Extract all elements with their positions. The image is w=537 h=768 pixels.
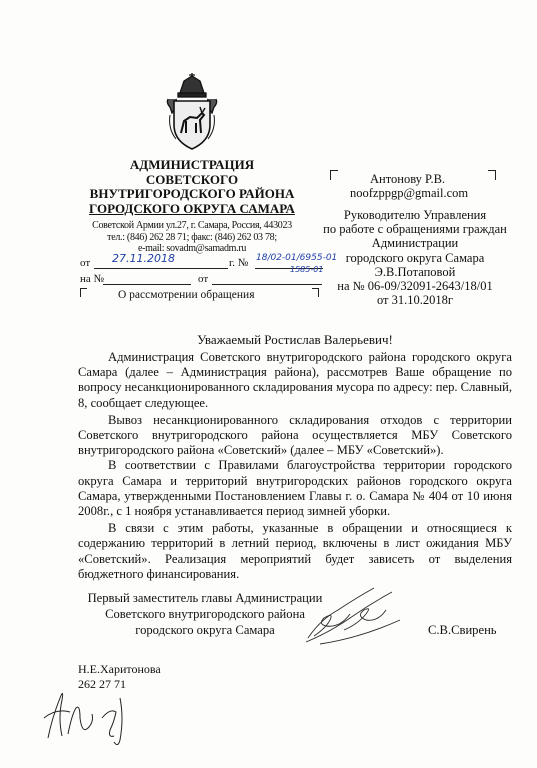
reg-number-label: г. № [229, 257, 249, 269]
reg-date: 27.11.2018 [112, 252, 175, 265]
salutation: Уважаемый Ростислав Валерьевич! [197, 332, 393, 347]
copy-recipient-line: городского округа Самара [345, 250, 485, 265]
org-name-line: ВНУТРИГОРОДСКОГО РАЙОНА [89, 186, 295, 201]
addressee-name: Антонову Р.В. [370, 172, 446, 186]
org-address-line: Советской Армии ул.27, г. Самара, Россия, 443023 [92, 220, 292, 231]
org-name-line: ГОРОДСКОГО ОКРУГА САМАРА [89, 200, 295, 216]
copy-recipient-line: от 31.10.2018г [376, 293, 454, 308]
copy-recipient-block [298, 208, 532, 307]
subject-corner-left [80, 288, 87, 297]
copy-recipient-line: Руководителю Управления [343, 208, 487, 222]
copy-recipient-line: по работе с обращениями граждан [323, 222, 507, 237]
handwritten-signature [300, 580, 410, 650]
signatory-name: С.В.Свирень [428, 623, 497, 637]
org-phone-line: тел.: (846) 262 28 71; факс: (846) 262 03 78; [107, 231, 277, 243]
signatory-position-line: Первый заместитель главы Администрации [87, 591, 323, 605]
copy-recipient-line: Э.В.Потаповой [374, 264, 456, 279]
body-paragraph: Администрация Советского внутригородского района городского округа Самара (далее – Администрация района), рассмотрев Ваше обращение по вопросу несанкционированного складирования мусора по адресу: пер. Славный, 8, сообщает следующее. [78, 350, 512, 410]
addressee-email: noofzppgp@gmail.com [350, 186, 469, 200]
org-name-line: АДМИНИСТРАЦИЯ [129, 157, 255, 172]
signatory-position-line: городского округа Самара [135, 623, 275, 637]
reg-number-sub: 1585-01 [290, 265, 324, 274]
executor-name: Н.Е.Харитонова [78, 662, 161, 676]
org-name-line: СОВЕТСКОГО [145, 171, 239, 187]
body-paragraph: В связи с этим работы, указанные в обращении и относящиеся к содержанию территорий в летний период, включены в лист ожидания МБУ «Советский». Реализация мероприятий будет зависеть от выделения бюджетного финансирования. [78, 521, 512, 581]
subject-line: О рассмотрении обращения [118, 289, 255, 301]
executor-phone: 262 27 71 [78, 677, 126, 691]
addressee-corner-left [330, 170, 338, 180]
org-name-block [62, 158, 322, 216]
letter-body [78, 350, 512, 582]
addressee-corner-right [488, 170, 496, 180]
body-paragraph: Вывоз несанкционированного складирования отходов с территории Советского внутригородского района осуществляется МБУ Советского внутригородского района «Советский» (далее – МБУ «Советский»). [78, 412, 512, 458]
reg-ref-date-label: от [198, 273, 209, 285]
coat-of-arms-emblem [162, 73, 222, 153]
reg-ot-label: от [80, 257, 91, 269]
reg-ref-underline [103, 284, 191, 285]
reg-ref-label: на № [80, 273, 105, 285]
reg-number: 18/02-01/6955-01 [256, 253, 338, 263]
org-address-block [62, 220, 322, 255]
copy-recipient-line: Администрации [371, 236, 459, 251]
org-email-line: e-mail: sovadm@samadm.ru [137, 243, 247, 254]
copy-recipient-line: на № 06-09/32091-2643/18/01 [337, 279, 493, 294]
body-paragraph: В соответствии с Правилами благоустройства территории городского округа Самара и территорий внутригородских районов городского округа Самара, утвержденными Постановлением Главы г. о. Самара № 404 от 10 июня 2008г., с 1 ноября устанавливается период зимней уборки. [78, 458, 512, 519]
handwritten-initials [40, 678, 150, 748]
reg-date-underline [94, 268, 228, 269]
signatory-position-line: Советского внутригородского района [105, 607, 305, 621]
